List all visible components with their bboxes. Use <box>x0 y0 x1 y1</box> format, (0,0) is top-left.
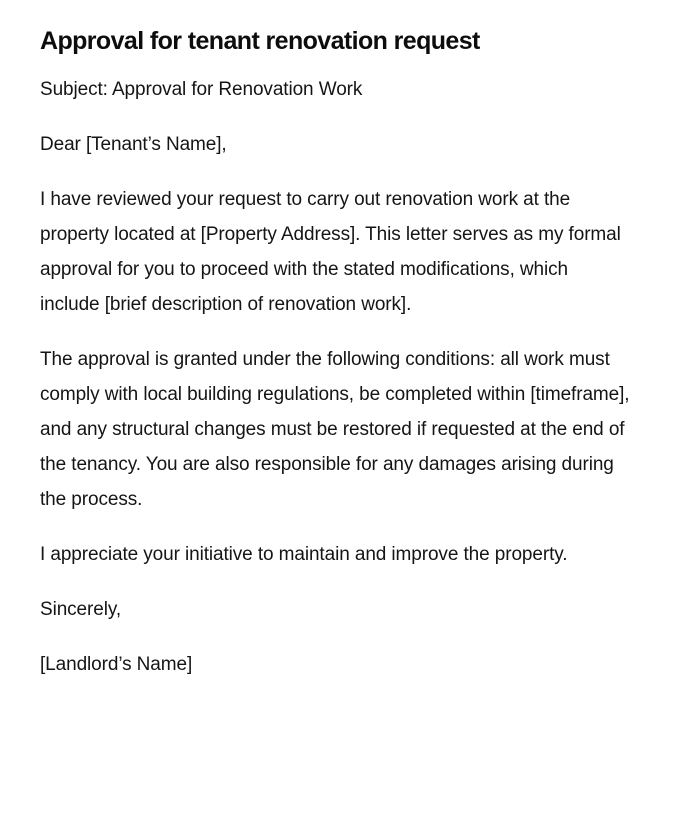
document-title: Approval for tenant renovation request <box>40 27 480 55</box>
body-paragraph-appreciation: I appreciate your initiative to maintain and improve the property. <box>40 544 568 565</box>
body-paragraph-review: I have reviewed your request to carry out renovation work at the property located at [Property Address]. This letter serves as my formal approval for you to proceed with the stated modifications, which include [brief description of renovation work]. <box>40 189 621 315</box>
salutation: Dear [Tenant’s Name], <box>40 134 227 155</box>
body-paragraph-conditions: The approval is granted under the following conditions: all work must comply with local building regulations, be completed within [timeframe], and any structural changes must be restored if requested at the end of the tenancy. You are also responsible for any damages arising during the process. <box>40 349 630 510</box>
subject-line: Subject: Approval for Renovation Work <box>40 79 363 100</box>
signature: [Landlord’s Name] <box>40 654 193 675</box>
closing: Sincerely, <box>40 599 122 620</box>
